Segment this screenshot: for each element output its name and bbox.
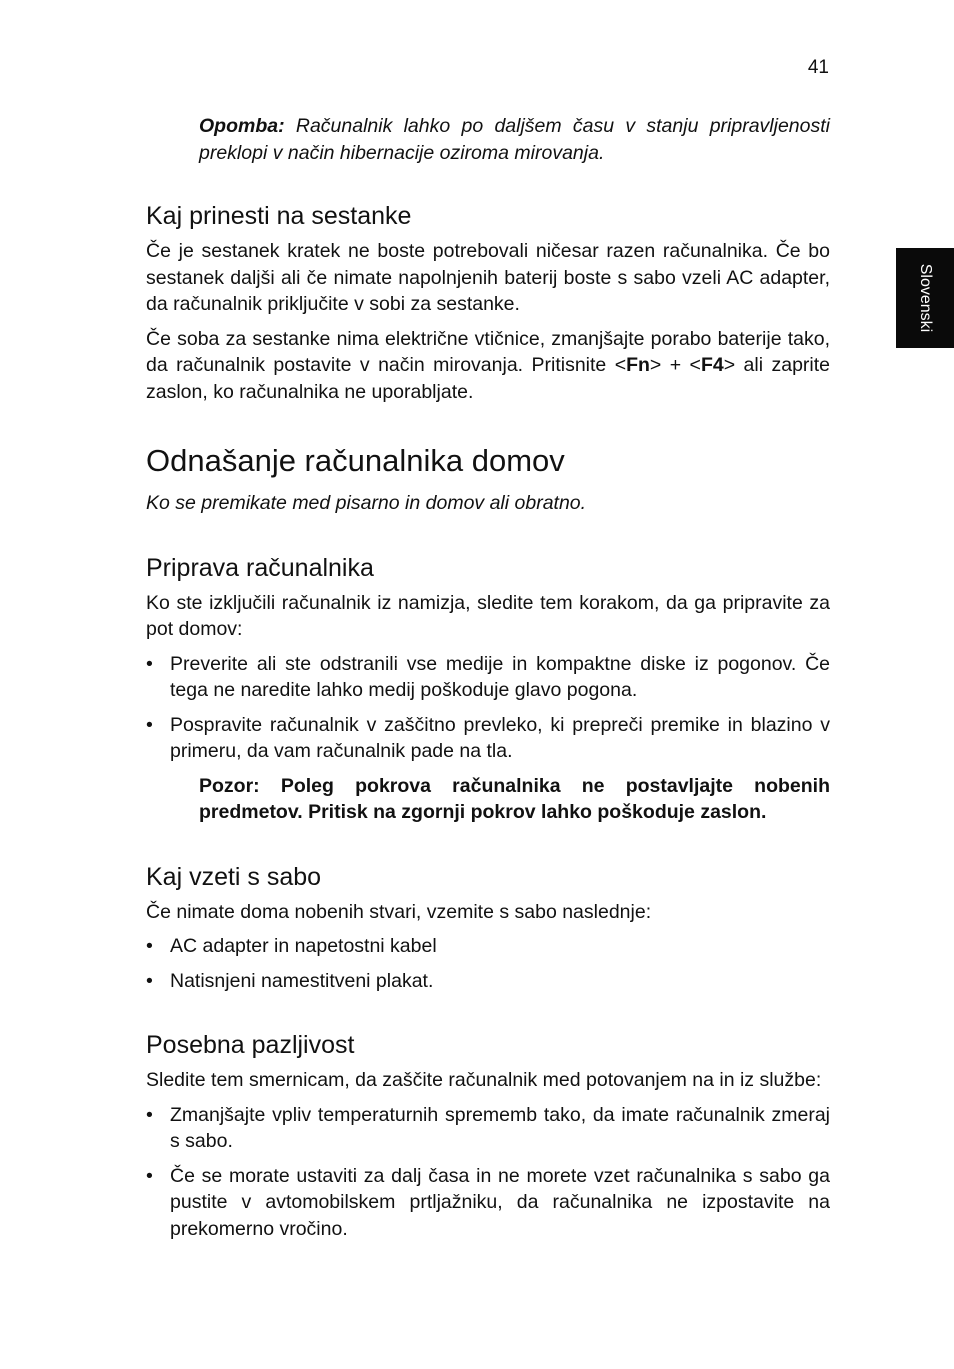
meetings-paragraph-1: Če je sestanek kratek ne boste potrebovali ničesar razen računalnika. Če bo sestanek daljši ali če nimate napolnjenih baterij boste s sabo vzeli AC adapter, da računalnik priključite v sobi za sestanke. bbox=[146, 240, 830, 315]
warning-pozor: Pozor: Poleg pokrova računalnika ne postavljajte nobenih predmetov. Pritisk na zgornji pokrov lahko poškoduje zaslon. bbox=[199, 774, 830, 823]
page-number: 41 bbox=[807, 57, 829, 78]
meetings-p2-after: > ali zaprite zaslon, ko računalnika ne uporabljate. bbox=[146, 354, 830, 403]
key-f4: F4 bbox=[700, 354, 724, 376]
note-label: Opomba: bbox=[199, 115, 285, 137]
meetings-p2-mid: > + < bbox=[649, 354, 701, 376]
language-side-tab-label: Slovenski bbox=[917, 263, 934, 333]
list-item bbox=[146, 651, 830, 704]
note-text: Računalnik lahko po daljšem času v stanju pripravljenosti preklopi v način hibernacije oziroma mirovanja. bbox=[199, 115, 830, 164]
list-item bbox=[146, 1163, 830, 1243]
bullet: • bbox=[146, 1103, 153, 1126]
list-item-text: Preverite ali ste odstranili vse medije in kompaktne diske iz pogonov. Če tega ne naredite lahko medij poškoduje glavo pogona. bbox=[170, 652, 830, 701]
heading-meetings: Kaj prinesti na sestanke bbox=[146, 202, 412, 230]
meetings-paragraph-2 bbox=[146, 326, 830, 406]
page-content bbox=[146, 113, 830, 1242]
list-item-text: Če se morate ustaviti za dalj časa in ne morete vzet računalnika s sabo ga pustite v avtomobilskem prtljažniku, da računalnika ne izpostavite na prekomerno vročino. bbox=[170, 1164, 830, 1240]
list-item bbox=[146, 933, 830, 960]
note-opomba bbox=[199, 113, 830, 166]
list-item-text: Zmanjšajte vpliv temperaturnih sprememb tako, da imate računalnik zmeraj s sabo. bbox=[170, 1103, 830, 1152]
key-fn: Fn bbox=[626, 354, 650, 376]
heading-take: Kaj vzeti s sabo bbox=[146, 862, 322, 891]
bullet: • bbox=[146, 713, 153, 736]
list-item bbox=[146, 1102, 830, 1155]
bullet: • bbox=[146, 969, 153, 992]
bullet: • bbox=[146, 935, 153, 957]
take-list bbox=[146, 933, 830, 994]
prepare-paragraph: Ko ste izključili računalnik iz namizja, sledite tem korakom, da ga pripravite za pot domov: bbox=[146, 591, 830, 640]
prepare-list bbox=[146, 651, 830, 765]
list-item-text: Pospravite računalnik v zaščitno prevleko, ki prepreči premike in blazino v primeru, da vam računalnik pade na tla. bbox=[170, 713, 830, 762]
main-intro: Ko se premikate med pisarno in domov ali obratno. bbox=[146, 492, 587, 514]
meetings-p2-before: Če soba za sestanke nima električne vtičnice, zmanjšajte porabo baterije tako, da računalnik postavite v način mirovanja. Pritisnite < bbox=[146, 327, 830, 376]
list-item-text: Natisnjeni namestitveni plakat. bbox=[170, 969, 434, 992]
list-item bbox=[146, 968, 830, 995]
list-item bbox=[146, 712, 830, 765]
heading-prepare: Priprava računalnika bbox=[146, 553, 374, 582]
bullet: • bbox=[146, 652, 153, 675]
bullet: • bbox=[146, 1164, 153, 1187]
take-paragraph: Če nimate doma nobenih stvari, vzemite s sabo naslednje: bbox=[146, 900, 652, 923]
care-paragraph: Sledite tem smernicam, da zaščite računalnik med potovanjem na in iz službe: bbox=[146, 1069, 822, 1091]
language-side-tab bbox=[896, 248, 954, 348]
list-item-text: AC adapter in napetostni kabel bbox=[170, 935, 437, 957]
heading-care: Posebna pazljivost bbox=[146, 1031, 355, 1059]
care-list bbox=[146, 1102, 830, 1243]
main-heading: Odnašanje računalnika domov bbox=[146, 443, 565, 478]
